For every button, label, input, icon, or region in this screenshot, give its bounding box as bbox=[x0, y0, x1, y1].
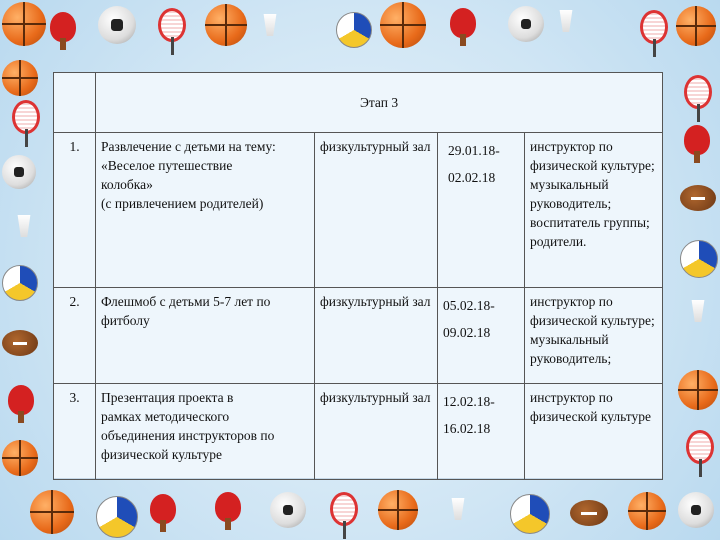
date-cell bbox=[438, 288, 525, 384]
date-start: 12.02.18- bbox=[443, 394, 495, 409]
table-row bbox=[54, 384, 663, 480]
event-line: «Веселое путешествие bbox=[101, 158, 233, 173]
stage-title: Этап 3 bbox=[359, 95, 399, 110]
event-cell bbox=[96, 133, 315, 288]
responsible-cell: инструктор по физической культуре bbox=[525, 384, 663, 480]
basketball-icon bbox=[2, 2, 46, 46]
stage-header-row bbox=[54, 73, 663, 133]
basketball-icon bbox=[2, 60, 38, 96]
event-line: физической культуре bbox=[101, 447, 222, 462]
tennis-racket-icon bbox=[330, 492, 358, 526]
volleyball-icon bbox=[96, 496, 138, 538]
basketball-icon bbox=[2, 440, 38, 476]
table-row bbox=[54, 133, 663, 288]
soccer-ball-icon bbox=[270, 492, 306, 528]
soccer-ball-icon bbox=[678, 492, 714, 528]
row-number: 3. bbox=[54, 384, 96, 480]
rugby-ball-icon bbox=[2, 330, 38, 356]
ping-pong-paddle-icon bbox=[215, 492, 241, 522]
basketball-icon bbox=[378, 490, 418, 530]
row-number: 1. bbox=[54, 133, 96, 288]
place-cell: физкультурный зал bbox=[315, 384, 438, 480]
event-line: Презентация проекта в bbox=[101, 390, 234, 405]
tennis-racket-icon bbox=[640, 10, 668, 44]
basketball-icon bbox=[30, 490, 74, 534]
volleyball-icon bbox=[510, 494, 550, 534]
ping-pong-paddle-icon bbox=[8, 385, 34, 415]
date-start: 05.02.18- bbox=[443, 298, 495, 313]
event-cell bbox=[96, 384, 315, 480]
event-line: (с привлечением родителей) bbox=[101, 196, 264, 211]
rugby-ball-icon bbox=[680, 185, 716, 211]
event-line: объединения инструкторов по bbox=[101, 428, 275, 443]
table-row bbox=[54, 288, 663, 384]
event-line: колобка» bbox=[101, 177, 153, 192]
date-end: 02.02.18 bbox=[448, 170, 496, 185]
row-number: 2. bbox=[54, 288, 96, 384]
soccer-ball-icon bbox=[98, 6, 136, 44]
tennis-racket-icon bbox=[158, 8, 186, 42]
event-line: рамках методического bbox=[101, 409, 230, 424]
event-cell bbox=[96, 288, 315, 384]
basketball-icon bbox=[628, 492, 666, 530]
volleyball-icon bbox=[680, 240, 718, 278]
ping-pong-paddle-icon bbox=[450, 8, 476, 38]
basketball-icon bbox=[678, 370, 718, 410]
tennis-racket-icon bbox=[12, 100, 40, 134]
date-cell bbox=[438, 384, 525, 480]
ping-pong-paddle-icon bbox=[684, 125, 710, 155]
date-start: 29.01.18- bbox=[448, 143, 500, 158]
ping-pong-paddle-icon bbox=[50, 12, 76, 42]
volleyball-icon bbox=[336, 12, 372, 48]
events-table bbox=[53, 72, 663, 480]
basketball-icon bbox=[676, 6, 716, 46]
event-line: Развлечение с детьми на тему: bbox=[101, 139, 276, 154]
place-cell: физкультурный зал bbox=[315, 133, 438, 288]
responsible-cell: инструктор по физической культуре; музыкальный руководитель; воспитатель группы; родители. bbox=[525, 133, 663, 288]
header-empty-cell bbox=[54, 73, 96, 133]
date-end: 16.02.18 bbox=[443, 421, 491, 436]
event-line: фитболу bbox=[101, 313, 150, 328]
tennis-racket-icon bbox=[684, 75, 712, 109]
soccer-ball-icon bbox=[2, 155, 36, 189]
date-cell bbox=[438, 133, 525, 288]
basketball-icon bbox=[205, 4, 247, 46]
event-line: Флешмоб с детьми 5-7 лет по bbox=[101, 294, 271, 309]
soccer-ball-icon bbox=[508, 6, 544, 42]
responsible-cell: инструктор по физической культуре; музыкальный руководитель; bbox=[525, 288, 663, 384]
tennis-racket-icon bbox=[686, 430, 714, 464]
stage-title-cell bbox=[96, 73, 663, 133]
ping-pong-paddle-icon bbox=[150, 494, 176, 524]
basketball-icon bbox=[380, 2, 426, 48]
date-end: 09.02.18 bbox=[443, 325, 491, 340]
volleyball-icon bbox=[2, 265, 38, 301]
place-cell: физкультурный зал bbox=[315, 288, 438, 384]
rugby-ball-icon bbox=[570, 500, 608, 526]
